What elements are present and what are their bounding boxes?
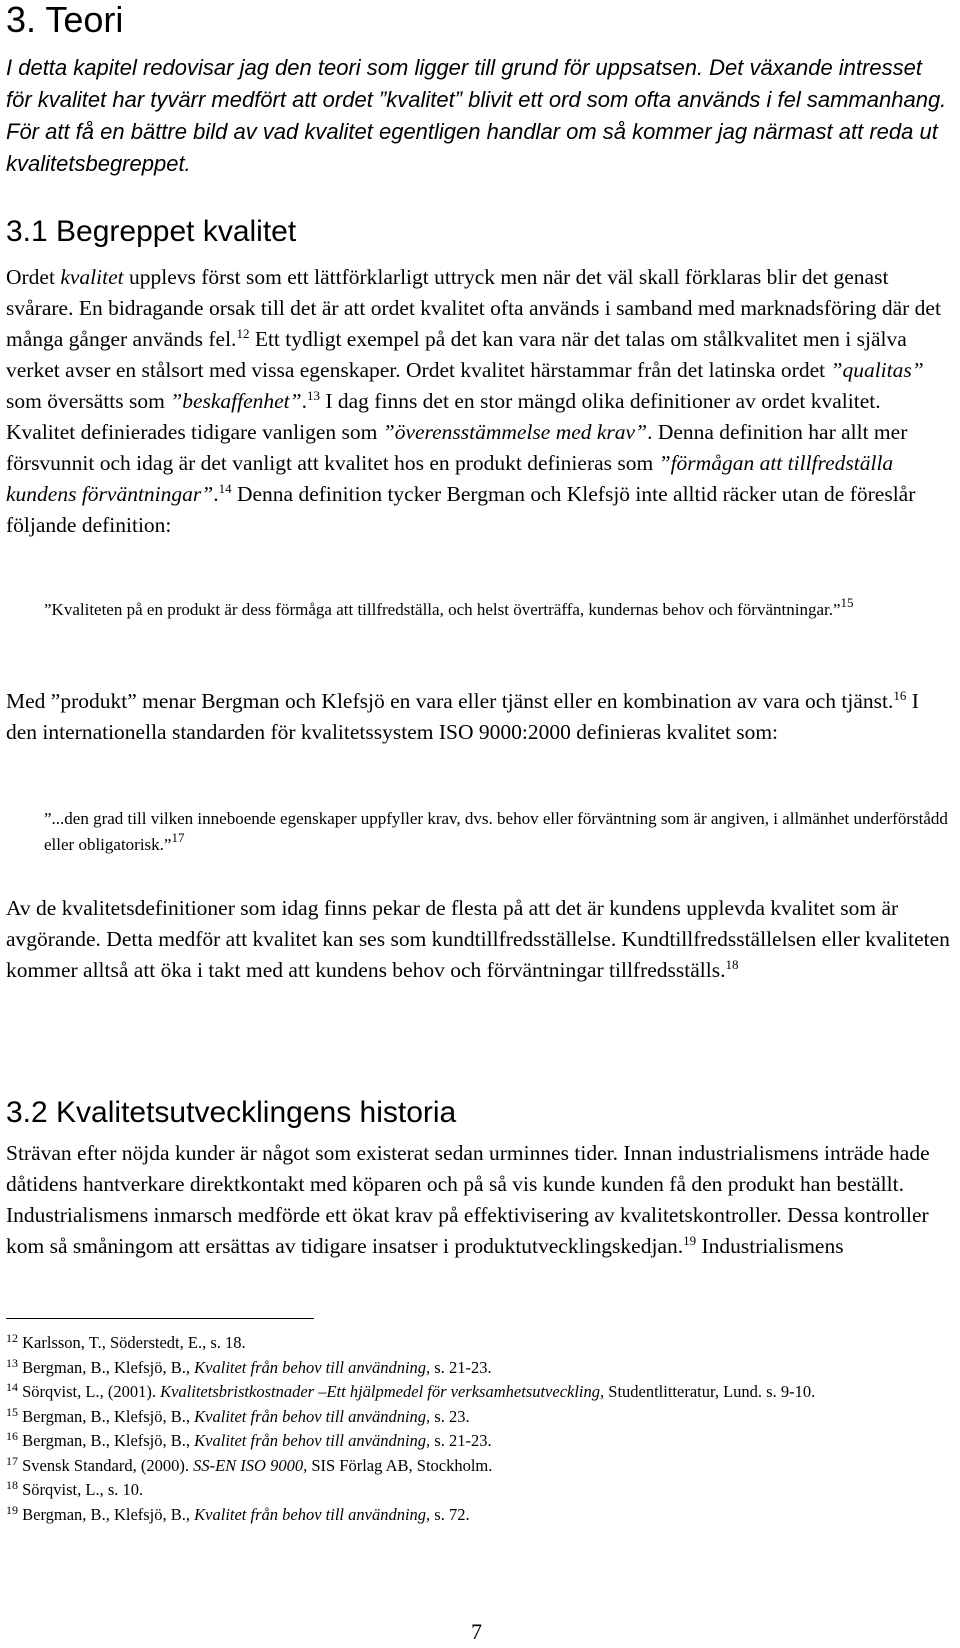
footnote-ref-17[interactable]: 17 — [171, 830, 185, 845]
footnote-title: Kvalitet från behov till användning, — [194, 1357, 431, 1377]
italic-term: ”överensstämmelse med krav” — [382, 420, 648, 444]
text-run: . — [213, 482, 219, 506]
chapter-heading: 3. Teori — [6, 0, 124, 40]
footnote-ref-16[interactable]: 16 — [893, 688, 907, 703]
text-run: I dag finns det en stor mängd olika definitioner av ordet kvalitet. Kvalitet definierades tidigare vanligen som — [6, 389, 881, 444]
text-run: Denna definition tycker Bergman och Klefsjö inte alltid räcker utan de föreslår följande definition: — [6, 482, 916, 537]
text-run: Strävan efter nöjda kunder är något som existerat sedan urminnes tider. Innan industrialismens inträde hade dåtidens hantverkare direktkontakt med köparen och på så vis kunde kunden få den produkt han beställt. Industrialismens inmarsch medförde ett ökat krav på effektivisering av kvalitetskontroller. Dessa kontroller kom så småningom att ersättas av tidigare insatser i produktutvecklingskedjan. — [6, 1141, 930, 1258]
footnote-title: Kvalitet från behov till användning, — [194, 1504, 431, 1524]
text-run: Industrialismens — [696, 1234, 844, 1258]
section-3-1-paragraph-1 — [6, 262, 954, 541]
footnote-ref-18[interactable]: 18 — [725, 957, 739, 972]
footnote — [6, 1478, 954, 1503]
footnote-title: Kvalitetsbristkostnader –Ett hjälpmedel för verksamhetsutveckling, — [160, 1382, 605, 1401]
text-run: . Denna definition har allt mer försvunnit och idag är det vanligt att kvalitet hos en produkt definieras som — [6, 420, 908, 475]
italic-term: ”förmågan att tillfredställa kundens förväntningar” — [6, 451, 894, 506]
section-3-1-paragraph-3 — [6, 893, 954, 986]
footnote-text: s. 21-23. — [430, 1357, 492, 1377]
text-run: Ordet — [6, 265, 61, 289]
footnote — [6, 1356, 954, 1381]
italic-term: kvalitet — [60, 265, 124, 289]
footnote-text: SIS Förlag AB, Stockholm. — [307, 1455, 493, 1475]
footnote-text: Bergman, B., Klefsjö, B., — [22, 1504, 195, 1524]
footnote-number: 13 — [6, 1355, 18, 1370]
footnote-title: Kvalitet från behov till användning, — [194, 1431, 431, 1450]
footnote-ref-19[interactable]: 19 — [683, 1233, 697, 1248]
footnote — [6, 1405, 954, 1430]
footnote-number: 18 — [6, 1478, 18, 1492]
text-run: upplevs först som ett lättförklarligt uttryck men när det väl skall förklaras blir det genast svårare. En bidragande orsak till det är att ordet kvalitet ofta används i samband med marknadsföring där det många gånger används fel. — [6, 265, 941, 351]
footnote-number: 14 — [6, 1380, 18, 1394]
text-run: som översätts som — [6, 389, 171, 413]
footnote-text: s. 21-23. — [430, 1431, 492, 1450]
footnote-text: Bergman, B., Klefsjö, B., — [22, 1406, 195, 1426]
footnote-text: s. 72. — [430, 1504, 470, 1524]
footnote-text: Sörqvist, L., s. 10. — [22, 1480, 144, 1499]
page-number: 7 — [471, 1619, 482, 1644]
text-run: I den internationella standarden för kvalitetssystem ISO 9000:2000 definieras kvalitet som: — [6, 689, 919, 744]
footnote-text: Svensk Standard, (2000). — [22, 1455, 194, 1475]
footnote-ref-13[interactable]: 13 — [306, 388, 320, 403]
footnote-text: Studentlitteratur, Lund. s. 9-10. — [604, 1382, 816, 1401]
text-run: Ett tydligt exempel på det kan vara när det talas om stålkvalitet men i själva verket avser en stålsort med vissa egenskaper. Ordet kvalitet härstammar från det latinska ordet — [6, 327, 907, 382]
footnote-ref-15[interactable]: 15 — [840, 595, 854, 610]
chapter-intro: I detta kapitel redovisar jag den teori som ligger till grund för uppsatsen. Det växande intresset för kvalitet har tyvärr medfört att ordet ”kvalitet” blivit ett ord som ofta används i fel sammanhang. För att få en bättre bild av vad kvalitet egentligen handlar om så kommer jag närmast att reda ut kvalitetsbegreppet. — [6, 55, 947, 176]
footnotes — [6, 1331, 954, 1527]
italic-term: ”qualitas” — [830, 358, 924, 382]
section-3-1-paragraph-2 — [6, 686, 954, 748]
footnote — [6, 1331, 954, 1356]
footnote-text: Sörqvist, L., (2001). — [22, 1382, 161, 1401]
footnote — [6, 1380, 954, 1405]
text-run: . — [301, 389, 307, 413]
footnote-separator — [6, 1318, 314, 1319]
quote-text: ”Kvaliteten på en produkt är dess förmåga att tillfredställa, och helst överträffa, kundernas behov och förväntningar.” — [44, 600, 841, 619]
footnote-text: Bergman, B., Klefsjö, B., — [22, 1357, 195, 1377]
block-quote-iso-definition — [6, 806, 954, 858]
footnote-number: 12 — [6, 1331, 18, 1345]
footnote-title: Kvalitet från behov till användning, — [194, 1406, 431, 1426]
footnote-text: s. 23. — [430, 1406, 470, 1426]
footnote-text: Bergman, B., Klefsjö, B., — [22, 1431, 195, 1450]
section-heading-3-2: 3.2 Kvalitetsutvecklingens historia — [6, 1096, 457, 1129]
footnote-number: 15 — [6, 1404, 18, 1419]
footnote-number: 17 — [6, 1453, 18, 1468]
section-heading-3-1: 3.1 Begreppet kvalitet — [6, 215, 297, 248]
footnote-number: 19 — [6, 1502, 18, 1517]
footnote — [6, 1503, 954, 1528]
footnote-number: 16 — [6, 1429, 18, 1443]
section-3-2-paragraph-1 — [6, 1138, 954, 1262]
block-quote-definition — [6, 597, 954, 623]
italic-term: ”beskaffenhet” — [170, 389, 302, 413]
footnote-title: SS-EN ISO 9000, — [193, 1455, 308, 1475]
footnote — [6, 1429, 954, 1454]
text-run: Med ”produkt” menar Bergman och Klefsjö en vara eller tjänst eller en kombination av vara och tjänst. — [6, 689, 894, 713]
text-run: Av de kvalitetsdefinitioner som idag finns pekar de flesta på att det är kundens upplevda kvalitet som är avgörande. Detta medför att kvalitet kan ses som kundtillfredsställelse. Kundtillfredsställelsen eller kvaliteten kommer alltså att öka i takt med att kundens behov och förväntningar tillfredsställs. — [6, 896, 950, 982]
footnote-ref-12[interactable]: 12 — [236, 326, 250, 341]
footnote — [6, 1454, 954, 1479]
footnote-text: Karlsson, T., Söderstedt, E., s. 18. — [22, 1333, 246, 1352]
quote-text: ”...den grad till vilken inneboende egenskaper uppfyller krav, dvs. behov eller förväntning som är angiven, i allmänhet underförstådd eller obligatorisk.” — [44, 809, 948, 854]
footnote-ref-14[interactable]: 14 — [218, 481, 232, 496]
